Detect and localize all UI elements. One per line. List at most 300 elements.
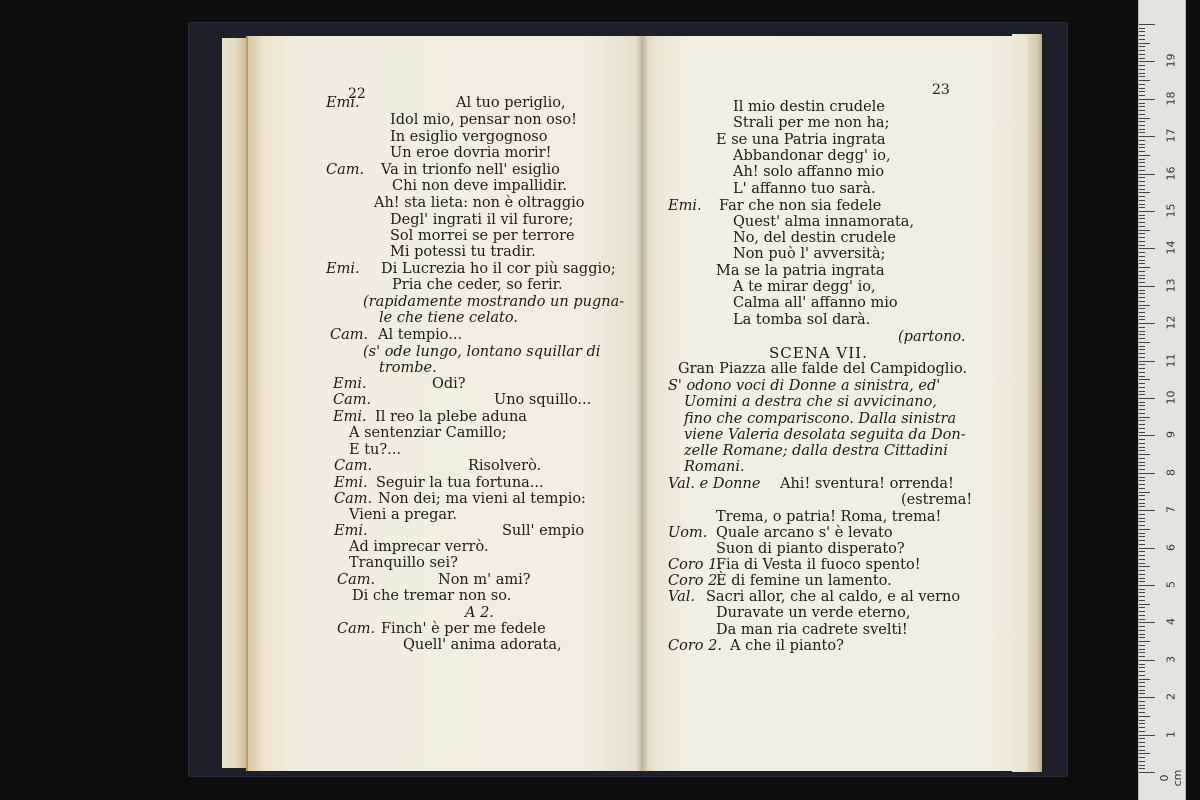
ruler-tick <box>1139 54 1145 55</box>
ruler-label: 4 <box>1164 618 1178 626</box>
ruler-tick <box>1139 761 1145 762</box>
left-page-line: Cam. <box>333 392 372 408</box>
ruler-tick <box>1139 334 1145 335</box>
right-page-line: E se una Patria ingrata <box>716 132 886 148</box>
ruler-tick <box>1139 465 1145 466</box>
ruler-tick <box>1139 708 1145 709</box>
left-page-line: Ah! sta lieta: non è oltraggio <box>374 195 585 211</box>
ruler-tick <box>1139 256 1145 257</box>
right-page-line: S' odono voci di Donne a sinistra, ed' <box>668 378 941 394</box>
ruler-tick <box>1139 376 1145 377</box>
ruler-tick <box>1139 585 1155 586</box>
ruler-tick <box>1139 536 1145 537</box>
ruler-tick <box>1139 495 1145 496</box>
ruler-tick <box>1139 43 1150 44</box>
ruler-tick <box>1139 368 1145 369</box>
ruler-tick <box>1139 477 1145 478</box>
ruler-label: 6 <box>1164 543 1178 551</box>
measuring-ruler <box>1138 0 1186 800</box>
ruler-tick <box>1139 136 1155 137</box>
ruler-tick <box>1139 660 1155 661</box>
ruler-tick <box>1139 207 1145 208</box>
right-page-line: Il mio destin crudele <box>733 99 885 115</box>
ruler-tick <box>1139 615 1145 616</box>
ruler-tick <box>1139 106 1145 107</box>
ruler-tick <box>1139 271 1145 272</box>
left-page-line: Finch' è per me fedele <box>381 621 546 637</box>
ruler-tick <box>1139 555 1145 556</box>
ruler-tick <box>1139 402 1145 403</box>
right-page-line: È di femine un lamento. <box>716 573 892 589</box>
ruler-tick <box>1139 24 1155 25</box>
ruler-tick <box>1139 91 1145 92</box>
ruler-tick <box>1139 533 1145 534</box>
right-page-line: Quale arcano s' è levato <box>716 525 893 541</box>
ruler-tick <box>1139 286 1155 287</box>
right-page-number: 23 <box>932 82 950 98</box>
ruler-tick <box>1139 353 1145 354</box>
ruler-tick <box>1139 420 1145 421</box>
ruler-label: 12 <box>1164 315 1178 330</box>
left-page-line: Seguir la tua fortuna... <box>376 475 544 491</box>
right-page-line: Strali per me non ha; <box>733 115 890 131</box>
ruler-tick <box>1139 432 1145 433</box>
left-page-line: Un eroe dovria morir! <box>390 145 552 161</box>
right-page-line: Romani. <box>684 459 745 475</box>
ruler-tick <box>1139 95 1145 96</box>
left-page-line: Al tuo periglio, <box>456 95 566 111</box>
ruler-tick <box>1139 652 1145 653</box>
book-gutter <box>636 36 648 771</box>
left-page-line: trombe. <box>379 360 437 376</box>
left-page-line: Ad imprecar verrò. <box>349 539 489 555</box>
ruler-tick <box>1139 705 1145 706</box>
ruler-tick <box>1139 563 1145 564</box>
ruler-tick <box>1139 290 1145 291</box>
ruler-tick <box>1139 192 1150 193</box>
ruler-label: 13 <box>1164 278 1178 293</box>
ruler-label: 17 <box>1164 128 1178 143</box>
ruler-tick <box>1139 727 1145 728</box>
right-page-line: Abbandonar degg' io, <box>733 148 891 164</box>
ruler-tick <box>1139 506 1145 507</box>
ruler-tick <box>1139 671 1145 672</box>
ruler-tick <box>1139 147 1145 148</box>
ruler-tick <box>1139 76 1145 77</box>
ruler-tick <box>1139 607 1145 608</box>
ruler-tick <box>1139 738 1145 739</box>
ruler-tick <box>1139 480 1145 481</box>
right-page-line: Uom. <box>668 525 708 541</box>
left-page-line: Chi non deve impallidir. <box>392 178 568 194</box>
ruler-tick <box>1139 750 1145 751</box>
ruler-tick <box>1139 664 1145 665</box>
left-page-line: Emi. <box>333 376 367 392</box>
ruler-tick <box>1139 641 1150 642</box>
ruler-tick <box>1139 28 1145 29</box>
ruler-tick <box>1139 308 1145 309</box>
ruler-tick <box>1139 690 1145 691</box>
left-page-line: Sol morrei se per terrore <box>390 228 575 244</box>
ruler-tick <box>1139 559 1145 560</box>
ruler-tick <box>1139 667 1145 668</box>
ruler-tick <box>1139 170 1145 171</box>
ruler-tick <box>1139 443 1145 444</box>
ruler-tick <box>1139 394 1145 395</box>
ruler-tick <box>1139 200 1145 201</box>
ruler-tick <box>1139 634 1145 635</box>
ruler-tick <box>1139 566 1150 567</box>
ruler-tick <box>1139 275 1145 276</box>
ruler-tick <box>1139 118 1150 119</box>
right-page-line: No, del destin crudele <box>733 230 896 246</box>
ruler-tick <box>1139 622 1155 623</box>
ruler-tick <box>1139 132 1145 133</box>
ruler-tick <box>1139 600 1145 601</box>
right-page-line: A te mirar degg' io, <box>733 279 876 295</box>
ruler-tick <box>1139 626 1145 627</box>
ruler-tick <box>1139 649 1145 650</box>
ruler-tick <box>1139 656 1145 657</box>
ruler-tick <box>1139 499 1145 500</box>
right-page-line: Fia di Vesta il fuoco spento! <box>716 557 921 573</box>
ruler-tick <box>1139 121 1145 122</box>
left-page-line: (s' ode lungo, lontano squillar di <box>363 344 601 360</box>
ruler-tick <box>1139 462 1145 463</box>
ruler-tick <box>1139 181 1145 182</box>
ruler-tick <box>1139 570 1145 571</box>
ruler-tick <box>1139 596 1145 597</box>
left-page-line: Odi? <box>432 376 466 392</box>
left-page-line: Cam. <box>326 162 365 178</box>
ruler-tick <box>1139 222 1145 223</box>
ruler-tick <box>1139 364 1145 365</box>
ruler-tick <box>1139 630 1145 631</box>
right-page-line: Suon di pianto disperato? <box>716 541 905 557</box>
ruler-tick <box>1139 316 1145 317</box>
ruler-tick <box>1139 716 1150 717</box>
ruler-tick <box>1139 301 1145 302</box>
left-page-line: Cam. <box>334 491 373 507</box>
ruler-tick <box>1139 312 1145 313</box>
right-page-line: Val. <box>668 589 696 605</box>
right-page-line: Ma se la patria ingrata <box>716 263 885 279</box>
left-page-line: Degl' ingrati il vil furore; <box>390 212 574 228</box>
left-page-line: In esiglio vergognoso <box>390 129 548 145</box>
ruler-tick <box>1139 551 1145 552</box>
ruler-tick <box>1139 260 1145 261</box>
ruler-tick <box>1139 447 1145 448</box>
ruler-label: 16 <box>1164 166 1178 181</box>
right-page-line: Emi. <box>668 198 702 214</box>
ruler-tick <box>1139 693 1145 694</box>
ruler-tick <box>1139 58 1145 59</box>
right-page-line: Non può l' avversità; <box>733 246 886 262</box>
ruler-tick <box>1139 46 1145 47</box>
right-page-line: Trema, o patria! Roma, trema! <box>716 509 942 525</box>
ruler-tick <box>1139 211 1155 212</box>
left-page-line: Cam. <box>337 621 376 637</box>
left-page-line: (rapidamente mostrando un pugna- <box>363 294 625 310</box>
ruler-label: 19 <box>1164 53 1178 68</box>
left-page-line: le che tiene celato. <box>379 310 518 326</box>
right-page-line: Calma all' affanno mio <box>733 295 898 311</box>
ruler-tick <box>1139 735 1155 736</box>
left-page-line: Emi. <box>334 523 368 539</box>
ruler-tick <box>1139 349 1145 350</box>
ruler-tick <box>1139 753 1150 754</box>
ruler-tick <box>1139 492 1150 493</box>
ruler-tick <box>1139 84 1145 85</box>
left-page-line: Quell' anima adorata, <box>403 637 562 653</box>
left-page-line: Emi. <box>333 409 367 425</box>
ruler-tick <box>1139 581 1145 582</box>
ruler-tick <box>1139 503 1145 504</box>
right-page-line: Far che non sia fedele <box>719 198 882 214</box>
left-page-line: A 2. <box>465 605 494 621</box>
ruler-tick <box>1139 103 1145 104</box>
ruler-tick <box>1139 140 1145 141</box>
right-page-line: fino che compariscono. Dalla sinistra <box>684 411 957 427</box>
ruler-tick <box>1139 510 1155 511</box>
ruler-tick <box>1139 39 1145 40</box>
right-page-line: zelle Romane; dalla destra Cittadini <box>684 443 948 459</box>
ruler-tick <box>1139 619 1145 620</box>
ruler-tick <box>1139 155 1150 156</box>
ruler-tick <box>1139 114 1145 115</box>
right-page-line: (estrema! <box>901 492 973 508</box>
ruler-tick <box>1139 233 1145 234</box>
left-page-line: Pria che ceder, so ferir. <box>392 277 563 293</box>
ruler-tick <box>1139 484 1145 485</box>
ruler-tick <box>1139 417 1150 418</box>
ruler-label: 0 cm <box>1158 769 1184 787</box>
ruler-tick <box>1139 125 1145 126</box>
right-page-line: (partono. <box>898 329 966 345</box>
ruler-tick <box>1139 765 1145 766</box>
ruler-tick <box>1139 439 1145 440</box>
ruler-tick <box>1139 428 1145 429</box>
ruler-label: 3 <box>1164 655 1178 663</box>
ruler-tick <box>1139 331 1145 332</box>
left-page-line: Risolverò. <box>468 458 542 474</box>
ruler-tick <box>1139 458 1145 459</box>
ruler-tick <box>1139 196 1145 197</box>
ruler-tick <box>1139 357 1145 358</box>
ruler-tick <box>1139 604 1150 605</box>
ruler-tick <box>1139 218 1145 219</box>
ruler-tick <box>1139 686 1145 687</box>
ruler-tick <box>1139 611 1145 612</box>
ruler-label: 15 <box>1164 203 1178 218</box>
ruler-tick <box>1139 409 1145 410</box>
ruler-tick <box>1139 574 1145 575</box>
left-page-line: Emi. <box>326 95 360 111</box>
ruler-tick <box>1139 518 1145 519</box>
left-page-line: Emi. <box>334 475 368 491</box>
ruler-label: 7 <box>1164 506 1178 514</box>
ruler-tick <box>1139 319 1145 320</box>
ruler-tick <box>1139 245 1145 246</box>
ruler-tick <box>1139 174 1155 175</box>
ruler-tick <box>1139 327 1145 328</box>
right-page-line: Coro 2. <box>668 573 722 589</box>
ruler-tick <box>1139 162 1145 163</box>
right-page-line: SCENA VII. <box>769 344 868 362</box>
left-page-line: Uno squillo... <box>494 392 592 408</box>
ruler-tick <box>1139 248 1155 249</box>
ruler-tick <box>1139 578 1145 579</box>
left-page-line: Non dei; ma vieni al tempio: <box>378 491 586 507</box>
ruler-tick <box>1139 159 1145 160</box>
left-page-line: Idol mio, pensar non oso! <box>390 112 577 128</box>
ruler-tick <box>1139 189 1145 190</box>
ruler-tick <box>1139 379 1150 380</box>
left-page-line: Sull' empio <box>502 523 585 539</box>
ruler-tick <box>1139 323 1155 324</box>
ruler-tick <box>1139 241 1145 242</box>
right-page-line: Quest' alma innamorata, <box>733 214 915 230</box>
ruler-tick <box>1139 521 1145 522</box>
right-page-line: Da man ria cadrete svelti! <box>716 622 908 638</box>
ruler-tick <box>1139 454 1150 455</box>
ruler-tick <box>1139 540 1145 541</box>
ruler-tick <box>1139 387 1145 388</box>
ruler-tick <box>1139 589 1145 590</box>
right-page-line: Coro 2. <box>668 638 722 654</box>
ruler-tick <box>1139 305 1150 306</box>
ruler-tick <box>1139 424 1145 425</box>
right-page-line: viene Valeria desolata seguita da Don- <box>684 427 966 443</box>
ruler-tick <box>1139 185 1145 186</box>
right-page-line: Duravate un verde eterno, <box>716 605 911 621</box>
ruler-tick <box>1139 548 1155 549</box>
ruler-tick <box>1139 372 1145 373</box>
ruler-tick <box>1139 278 1145 279</box>
ruler-tick <box>1139 682 1145 683</box>
ruler-label: 8 <box>1164 468 1178 476</box>
ruler-tick <box>1139 391 1145 392</box>
ruler-tick <box>1139 757 1145 758</box>
ruler-tick <box>1139 230 1150 231</box>
right-page-line: L' affanno tuo sarà. <box>733 181 876 197</box>
ruler-tick <box>1139 712 1145 713</box>
left-page-line: Cam. <box>330 327 369 343</box>
ruler-tick <box>1139 544 1145 545</box>
ruler-tick <box>1139 361 1155 362</box>
left-page-line: Di Lucrezia ho il cor più saggio; <box>381 261 616 277</box>
ruler-tick <box>1139 50 1145 51</box>
ruler-tick <box>1139 723 1145 724</box>
ruler-tick <box>1139 398 1155 399</box>
right-page-line: La tomba sol darà. <box>733 312 871 328</box>
left-page-line: Cam. <box>334 458 373 474</box>
ruler-label: 9 <box>1164 431 1178 439</box>
ruler-tick <box>1139 742 1145 743</box>
ruler-tick <box>1139 35 1145 36</box>
ruler-tick <box>1139 129 1145 130</box>
ruler-tick <box>1139 282 1145 283</box>
left-page-line: Di che tremar non so. <box>352 588 512 604</box>
right-page-line: Coro 1. <box>668 557 722 573</box>
ruler-tick <box>1139 637 1145 638</box>
ruler-tick <box>1139 252 1145 253</box>
ruler-tick <box>1139 263 1145 264</box>
ruler-tick <box>1139 720 1145 721</box>
ruler-tick <box>1139 731 1145 732</box>
ruler-tick <box>1139 514 1145 515</box>
ruler-tick <box>1139 450 1145 451</box>
left-page-line: A sentenziar Camillo; <box>349 425 507 441</box>
ruler-tick <box>1139 529 1150 530</box>
left-page-line: Vieni a pregar. <box>349 507 457 523</box>
left-page-number: 22 <box>348 86 366 102</box>
ruler-tick <box>1139 473 1155 474</box>
left-page-line: Mi potessi tu tradir. <box>390 244 536 260</box>
left-page-line: Tranquillo sei? <box>349 555 458 571</box>
ruler-tick <box>1139 383 1145 384</box>
ruler-tick <box>1139 99 1155 100</box>
right-page-line: Ah! solo affanno mio <box>733 164 885 180</box>
right-page-line: Ahi! sventura! orrenda! <box>780 476 954 492</box>
ruler-tick <box>1139 151 1145 152</box>
left-page-line: Cam. <box>337 572 376 588</box>
right-page-line: A che il pianto? <box>730 638 844 654</box>
ruler-tick <box>1139 413 1145 414</box>
right-page-line: Uomini a destra che si avvicinano, <box>684 394 937 410</box>
ruler-tick <box>1139 204 1145 205</box>
ruler-label: 1 <box>1164 730 1178 738</box>
ruler-tick <box>1139 469 1145 470</box>
ruler-tick <box>1139 592 1145 593</box>
ruler-tick <box>1139 69 1145 70</box>
ruler-tick <box>1139 697 1155 698</box>
left-page-line: Emi. <box>326 261 360 277</box>
ruler-tick <box>1139 746 1145 747</box>
left-page-line: Al tempio... <box>378 327 463 343</box>
ruler-tick <box>1139 61 1155 62</box>
ruler-label: 11 <box>1164 353 1178 368</box>
ruler-tick <box>1139 177 1145 178</box>
ruler-tick <box>1139 65 1145 66</box>
ruler-tick <box>1139 110 1145 111</box>
ruler-tick <box>1139 166 1145 167</box>
ruler-tick <box>1139 525 1145 526</box>
right-page-line: Sacri allor, che al caldo, e al verno <box>706 589 961 605</box>
left-page-line: E tu?... <box>349 442 401 458</box>
ruler-tick <box>1139 215 1145 216</box>
right-page-line: Gran Piazza alle falde del Campidoglio. <box>678 361 968 377</box>
ruler-tick <box>1139 31 1145 32</box>
left-page-line: Il reo la plebe aduna <box>375 409 527 425</box>
ruler-tick <box>1139 701 1145 702</box>
ruler-label: 2 <box>1164 693 1178 701</box>
ruler-tick <box>1139 293 1145 294</box>
ruler-tick <box>1139 144 1145 145</box>
ruler-label: 18 <box>1164 91 1178 106</box>
ruler-tick <box>1139 405 1145 406</box>
ruler-tick <box>1139 267 1150 268</box>
ruler-label: 10 <box>1164 390 1178 405</box>
ruler-tick <box>1139 346 1145 347</box>
left-page-line: Va in trionfo nell' esiglio <box>381 162 560 178</box>
ruler-tick <box>1139 297 1145 298</box>
ruler-tick <box>1139 80 1150 81</box>
left-page-line: Non m' ami? <box>438 572 531 588</box>
ruler-tick <box>1139 342 1150 343</box>
ruler-tick <box>1139 237 1145 238</box>
ruler-tick <box>1139 675 1145 676</box>
